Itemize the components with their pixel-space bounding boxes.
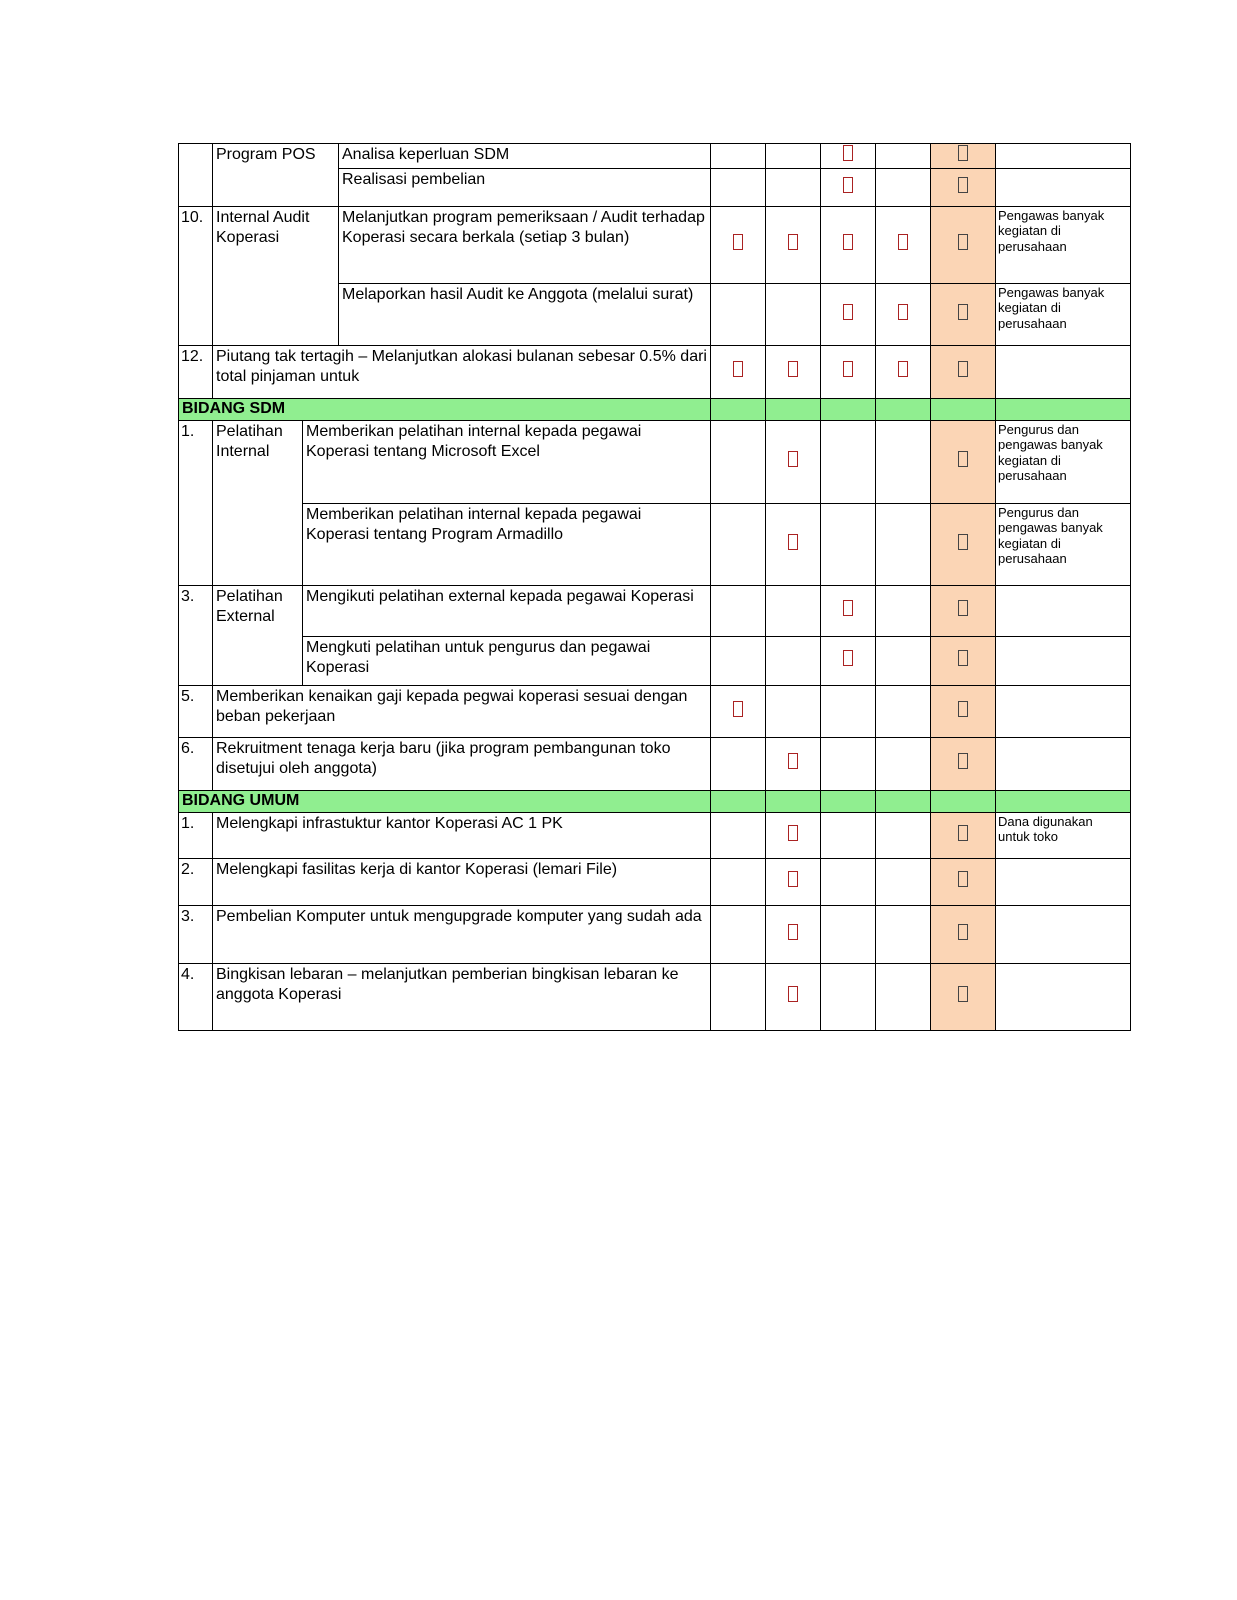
check-cell xyxy=(711,791,766,813)
program-cell: Internal Audit Koperasi xyxy=(213,207,339,346)
check-cell xyxy=(876,144,931,169)
section-header-row xyxy=(179,399,1131,421)
note-cell xyxy=(996,586,1131,637)
checkmark-icon xyxy=(843,600,853,616)
check-cell xyxy=(931,586,996,637)
check-cell xyxy=(711,421,766,504)
table-row xyxy=(179,686,1131,738)
checkmark-icon xyxy=(843,234,853,250)
checkmark-icon xyxy=(898,304,908,320)
note-cell xyxy=(996,791,1131,813)
note-cell xyxy=(996,906,1131,964)
check-cell xyxy=(821,169,876,207)
check-cell xyxy=(821,504,876,586)
activity-cell: Melanjutkan program pemeriksaan / Audit terhadap Koperasi secara berkala (setiap 3 bulan) xyxy=(339,207,711,284)
table-row xyxy=(179,906,1131,964)
row-number-cell: 3. xyxy=(179,586,213,686)
check-cell xyxy=(766,504,821,586)
checkmark-icon xyxy=(843,650,853,666)
table-row xyxy=(179,637,1131,686)
check-cell xyxy=(931,421,996,504)
check-cell xyxy=(931,964,996,1031)
activity-cell: Melaporkan hasil Audit ke Anggota (melalui surat) xyxy=(339,284,711,346)
check-cell xyxy=(766,421,821,504)
checkmark-icon xyxy=(958,234,968,250)
note-cell xyxy=(996,964,1131,1031)
activity-cell: Memberikan kenaikan gaji kepada pegwai koperasi sesuai dengan beban pekerjaan xyxy=(213,686,711,738)
check-cell xyxy=(711,813,766,859)
note-cell xyxy=(996,859,1131,906)
check-cell xyxy=(876,791,931,813)
check-cell xyxy=(931,144,996,169)
check-cell xyxy=(766,791,821,813)
check-cell xyxy=(931,738,996,791)
table-row xyxy=(179,346,1131,399)
check-cell xyxy=(931,637,996,686)
checkmark-icon xyxy=(788,451,798,467)
section-header-row xyxy=(179,791,1131,813)
table-row xyxy=(179,738,1131,791)
check-cell xyxy=(876,586,931,637)
checkmark-icon xyxy=(788,924,798,940)
program-cell: Pelatihan External xyxy=(213,586,303,686)
check-cell xyxy=(711,738,766,791)
check-cell xyxy=(821,421,876,504)
activity-cell: Mengkuti pelatihan untuk pengurus dan pegawai Koperasi xyxy=(303,637,711,686)
note-cell: Pengurus dan pengawas banyak kegiatan di perusahaan xyxy=(996,504,1131,586)
row-number-cell: 1. xyxy=(179,813,213,859)
checkmark-icon xyxy=(788,234,798,250)
checkmark-icon xyxy=(958,701,968,717)
section-label: BIDANG UMUM xyxy=(179,791,711,813)
check-cell xyxy=(821,686,876,738)
check-cell xyxy=(821,207,876,284)
check-cell xyxy=(711,859,766,906)
activity-cell: Realisasi pembelian xyxy=(339,169,711,207)
checkmark-icon xyxy=(958,871,968,887)
check-cell xyxy=(821,637,876,686)
check-cell xyxy=(876,399,931,421)
check-cell xyxy=(931,284,996,346)
check-cell xyxy=(711,207,766,284)
note-cell xyxy=(996,169,1131,207)
checkmark-icon xyxy=(958,304,968,320)
checkmark-icon xyxy=(733,701,743,717)
checkmark-icon xyxy=(958,986,968,1002)
check-cell xyxy=(821,284,876,346)
check-cell xyxy=(711,169,766,207)
check-cell xyxy=(821,813,876,859)
check-cell xyxy=(766,637,821,686)
checkmark-icon xyxy=(788,986,798,1002)
check-cell xyxy=(766,906,821,964)
check-cell xyxy=(711,586,766,637)
check-cell xyxy=(876,686,931,738)
check-cell xyxy=(711,906,766,964)
table-row xyxy=(179,964,1131,1031)
activity-cell: Mengikuti pelatihan external kepada pegawai Koperasi xyxy=(303,586,711,637)
check-cell xyxy=(931,504,996,586)
checkmark-icon xyxy=(788,753,798,769)
note-cell: Pengawas banyak kegiatan di perusahaan xyxy=(996,284,1131,346)
note-cell xyxy=(996,144,1131,169)
note-cell: Dana digunakan untuk toko xyxy=(996,813,1131,859)
checkmark-icon xyxy=(958,825,968,841)
checkmark-icon xyxy=(958,145,968,161)
check-cell xyxy=(766,738,821,791)
note-cell xyxy=(996,399,1131,421)
row-number-cell: 1. xyxy=(179,421,213,586)
activity-cell: Bingkisan lebaran – melanjutkan pemberian bingkisan lebaran ke anggota Koperasi xyxy=(213,964,711,1031)
document-page xyxy=(178,143,1131,1031)
activity-cell: Pembelian Komputer untuk mengupgrade komputer yang sudah ada xyxy=(213,906,711,964)
section-label: BIDANG SDM xyxy=(179,399,711,421)
row-number-cell: 10. xyxy=(179,207,213,346)
check-cell xyxy=(766,144,821,169)
table-row xyxy=(179,586,1131,637)
checkmark-icon xyxy=(898,234,908,250)
checkmark-icon xyxy=(843,145,853,161)
table-row xyxy=(179,144,1131,169)
check-cell xyxy=(711,346,766,399)
activity-cell: Analisa keperluan SDM xyxy=(339,144,711,169)
checkmark-icon xyxy=(898,361,908,377)
check-cell xyxy=(876,906,931,964)
table-row xyxy=(179,504,1131,586)
check-cell xyxy=(766,346,821,399)
table-row xyxy=(179,207,1131,284)
activity-cell: Melengkapi fasilitas kerja di kantor Koperasi (lemari File) xyxy=(213,859,711,906)
activity-cell: Rekruitment tenaga kerja baru (jika program pembangunan toko disetujui oleh anggota) xyxy=(213,738,711,791)
check-cell xyxy=(931,169,996,207)
check-cell xyxy=(766,964,821,1031)
check-cell xyxy=(766,399,821,421)
note-cell xyxy=(996,738,1131,791)
row-number-cell xyxy=(179,144,213,207)
table-row xyxy=(179,859,1131,906)
check-cell xyxy=(766,813,821,859)
row-number-cell: 4. xyxy=(179,964,213,1031)
check-cell xyxy=(931,207,996,284)
check-cell xyxy=(931,346,996,399)
row-number-cell: 2. xyxy=(179,859,213,906)
checkmark-icon xyxy=(733,361,743,377)
checkmark-icon xyxy=(788,361,798,377)
row-number-cell: 5. xyxy=(179,686,213,738)
activity-cell: Melengkapi infrastuktur kantor Koperasi AC 1 PK xyxy=(213,813,711,859)
note-cell xyxy=(996,637,1131,686)
checkmark-icon xyxy=(843,177,853,193)
check-cell xyxy=(766,586,821,637)
check-cell xyxy=(876,504,931,586)
program-cell: Pelatihan Internal xyxy=(213,421,303,586)
check-cell xyxy=(821,586,876,637)
check-cell xyxy=(876,964,931,1031)
check-cell xyxy=(766,207,821,284)
check-cell xyxy=(876,346,931,399)
checkmark-icon xyxy=(788,825,798,841)
check-cell xyxy=(711,284,766,346)
row-number-cell: 3. xyxy=(179,906,213,964)
activity-cell: Memberikan pelatihan internal kepada pegawai Koperasi tentang Microsoft Excel xyxy=(303,421,711,504)
activity-cell: Memberikan pelatihan internal kepada pegawai Koperasi tentang Program Armadillo xyxy=(303,504,711,586)
check-cell xyxy=(931,399,996,421)
check-cell xyxy=(931,859,996,906)
checkmark-icon xyxy=(958,361,968,377)
note-cell: Pengurus dan pengawas banyak kegiatan di perusahaan xyxy=(996,421,1131,504)
check-cell xyxy=(876,738,931,791)
check-cell xyxy=(711,399,766,421)
check-cell xyxy=(766,686,821,738)
check-cell xyxy=(931,791,996,813)
check-cell xyxy=(711,964,766,1031)
checkmark-icon xyxy=(958,451,968,467)
checkmark-icon xyxy=(788,534,798,550)
checkmark-icon xyxy=(958,600,968,616)
table-row xyxy=(179,813,1131,859)
checkmark-icon xyxy=(733,234,743,250)
check-cell xyxy=(931,813,996,859)
check-cell xyxy=(821,859,876,906)
check-cell xyxy=(931,906,996,964)
check-cell xyxy=(876,421,931,504)
check-cell xyxy=(876,169,931,207)
note-cell xyxy=(996,686,1131,738)
program-cell: Program POS xyxy=(213,144,339,207)
check-cell xyxy=(876,637,931,686)
note-cell xyxy=(996,346,1131,399)
check-cell xyxy=(876,859,931,906)
program-table xyxy=(178,143,1131,1031)
check-cell xyxy=(821,906,876,964)
check-cell xyxy=(711,144,766,169)
check-cell xyxy=(711,637,766,686)
check-cell xyxy=(931,686,996,738)
note-cell: Pengawas banyak kegiatan di perusahaan xyxy=(996,207,1131,284)
check-cell xyxy=(711,504,766,586)
checkmark-icon xyxy=(958,650,968,666)
check-cell xyxy=(766,859,821,906)
check-cell xyxy=(821,738,876,791)
row-number-cell: 6. xyxy=(179,738,213,791)
checkmark-icon xyxy=(958,177,968,193)
check-cell xyxy=(876,207,931,284)
check-cell xyxy=(876,284,931,346)
checkmark-icon xyxy=(958,534,968,550)
activity-cell: Piutang tak tertagih – Melanjutkan alokasi bulanan sebesar 0.5% dari total pinjaman untuk xyxy=(213,346,711,399)
row-number-cell: 12. xyxy=(179,346,213,399)
check-cell xyxy=(821,346,876,399)
checkmark-icon xyxy=(958,753,968,769)
check-cell xyxy=(821,399,876,421)
check-cell xyxy=(821,964,876,1031)
check-cell xyxy=(821,144,876,169)
program-table-body xyxy=(179,144,1131,1031)
check-cell xyxy=(766,284,821,346)
check-cell xyxy=(876,813,931,859)
check-cell xyxy=(711,686,766,738)
checkmark-icon xyxy=(843,304,853,320)
table-row xyxy=(179,421,1131,504)
checkmark-icon xyxy=(843,361,853,377)
checkmark-icon xyxy=(958,924,968,940)
checkmark-icon xyxy=(788,871,798,887)
check-cell xyxy=(821,791,876,813)
check-cell xyxy=(766,169,821,207)
